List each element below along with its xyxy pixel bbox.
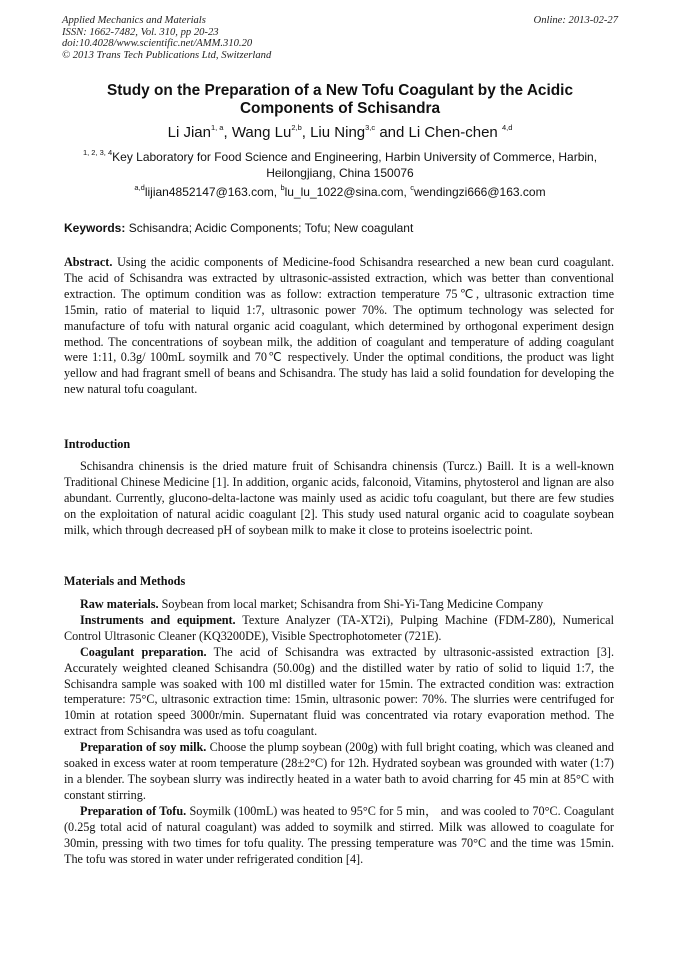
author-name: Liu Ning bbox=[310, 124, 366, 141]
methods-paragraph-tofu bbox=[64, 804, 614, 868]
journal-header bbox=[62, 15, 618, 61]
author-separator: , bbox=[301, 124, 311, 141]
paragraph-lead: Preparation of soy milk. bbox=[80, 740, 207, 755]
introduction-paragraph: Schisandra chinensis is the dried mature fruit of Schisandra chinensis (Turcz.) Baill. It is a well-known Traditional Chinese Medicine [1]. In addition, organic acids, falconoid, Vitamins, phytosterol and lignan are also abundant. Currently, glucono-delta-lactone was mainly used as acidic tofu coagulant, but there are few studies on the exploitation of natural acidic coagulant [2]. This study used natural organic acid to coagulate soybean milk, which through decreased pH of soybean milk to make it close to proteins isoelectric point. bbox=[64, 459, 614, 537]
title-line-2: Components of Schisandra bbox=[239, 100, 441, 117]
paragraph-lead: Coagulant preparation. bbox=[80, 644, 207, 659]
paragraph-text: Soymilk (100mL) was heated to 95°C for 5 min， and was cooled to 70°C. Coagulant (0.25g total acid of natural coagulant) was added to soymilk and stirred. Milk was allowed to coagulate for 30min, pressing with two times for tofu quality. The pressing temperature was 70°C and the time was 15min. The tofu was stored in water under refrigerated condition [4]. bbox=[64, 803, 614, 866]
online-date: Online: 2013-02-27 bbox=[533, 15, 618, 26]
author-list bbox=[62, 124, 618, 142]
author-separator: , bbox=[223, 124, 232, 141]
abstract bbox=[64, 255, 614, 398]
paragraph-text: The acid of Schisandra was extracted by ultrasonic-assisted extraction [3]. Accurately weighted cleaned Schisandra (50.00g) and the distilled water by ratio of solid to liquid 1:7, the Schisandra sample was soaked with 100 ml distilled water for 15min. The extracted condition was: extraction temperature: 75°C, ultrasonic extraction time: 15min, ultrasonic power: 70%. The slurries were centrifuged for 10min at rotation speed 3000r/min. Supernatant fluid was concentrated via rotary evaporation method. The extract from Schisandra was used as tofu coagulant. bbox=[64, 644, 614, 739]
email-address: lu_lu_1022@sina.com, bbox=[284, 185, 411, 199]
methods-paragraph-instruments bbox=[64, 613, 614, 645]
affiliation-mark: 1, 2, 3, 4 bbox=[82, 148, 113, 157]
section-heading-introduction: Introduction bbox=[64, 437, 131, 451]
author-affil-mark: 2,b bbox=[291, 123, 302, 132]
email-mark: b bbox=[280, 183, 285, 192]
methods-paragraph-raw-materials bbox=[64, 597, 614, 613]
author-name: Li Chen-chen bbox=[408, 124, 502, 141]
author-affil-mark: 1, a bbox=[210, 123, 224, 132]
journal-copyright: © 2013 Trans Tech Publications Ltd, Switzerland bbox=[62, 49, 272, 61]
section-heading-methods: Materials and Methods bbox=[64, 574, 186, 588]
affiliation-line-2: Heilongjiang, China 150076 bbox=[266, 165, 414, 180]
methods-paragraph-coagulant bbox=[64, 645, 614, 740]
author-separator: and bbox=[375, 124, 409, 141]
paragraph-lead: Raw materials. bbox=[80, 597, 159, 611]
keywords bbox=[64, 221, 618, 236]
methods-paragraph-soy-milk bbox=[64, 740, 614, 804]
paper-title bbox=[62, 82, 618, 118]
keywords-label: Keywords: bbox=[64, 221, 126, 235]
email-mark: c bbox=[410, 183, 414, 192]
paragraph-text: Choose the plump soybean (200g) with full bright coating, which was cleaned and soaked in excess water at room temperature (28±2°C) for 12h. Hydrated soybean was grounded with water (1:7) in a blender. The soybean slurry was indirectly heated in a water bath to avoid charring for 45 min at 85°C with constant stirring. bbox=[64, 740, 614, 802]
title-line-1: Study on the Preparation of a New Tofu Coagulant by the Acidic bbox=[106, 82, 574, 99]
abstract-label: Abstract. bbox=[64, 255, 113, 269]
email-address: lijian4852147@163.com, bbox=[144, 185, 281, 199]
journal-name: Applied Mechanics and Materials bbox=[62, 15, 206, 26]
affiliation bbox=[62, 150, 618, 181]
email-address: wendingzi666@163.com bbox=[413, 185, 546, 199]
author-emails bbox=[62, 185, 618, 200]
journal-issn: ISSN: 1662-7482, Vol. 310, pp 20-23 bbox=[62, 26, 219, 38]
journal-doi: doi:10.4028/www.scientific.net/AMM.310.20 bbox=[62, 38, 253, 50]
paragraph-text: Soybean from local market; Schisandra from Shi-Yi-Tang Medicine Company bbox=[158, 597, 544, 611]
author-affil-mark: 4,d bbox=[501, 123, 513, 132]
email-mark: a,d bbox=[134, 183, 145, 192]
author-name: Wang Lu bbox=[231, 124, 292, 141]
keywords-text: Schisandra; Acidic Components; Tofu; New coagulant bbox=[125, 221, 414, 235]
abstract-text: Using the acidic components of Medicine-food Schisandra researched a new bean curd coagulant. The acid of Schisandra was extracted by ultrasonic-assisted extraction, which was better than conventional extraction. The optimum condition was as follow: extraction temperature 75℃, ultrasonic extraction time 15min, ratio of material to liquid 1:7, ultrasonic power 70%. The optimum technology was selected for manufacture of tofu with natural organic acid coagulant, which determined by orthogonal experiment design method. The concentrations of soybean milk, the addition of coagulant and temperature of adding coagulant were 1:11, 0.3g/ 100mL soymilk and 70℃ respectively. Under the optimal conditions, the product was light yellow and had fragrant smell of beans and Schisandra. The study has laid a solid foundation for developing the new natural tofu coagulant. bbox=[64, 255, 614, 397]
paragraph-text: Texture Analyzer (TA-XT2i), Pulping Machine (FDM-Z80), Numerical Control Ultrasonic Cleaner (KQ3200DE), Visible Spectrophotometer (721E). bbox=[64, 612, 614, 643]
affiliation-line-1: Key Laboratory for Food Science and Engineering, Harbin University of Commerce, Harbin, bbox=[112, 150, 598, 164]
paragraph-lead: Instruments and equipment. bbox=[80, 612, 236, 627]
author-name: Li Jian bbox=[167, 124, 211, 141]
author-affil-mark: 3,c bbox=[365, 123, 376, 132]
paragraph-lead: Preparation of Tofu. bbox=[80, 803, 187, 818]
methods-section bbox=[64, 597, 614, 867]
